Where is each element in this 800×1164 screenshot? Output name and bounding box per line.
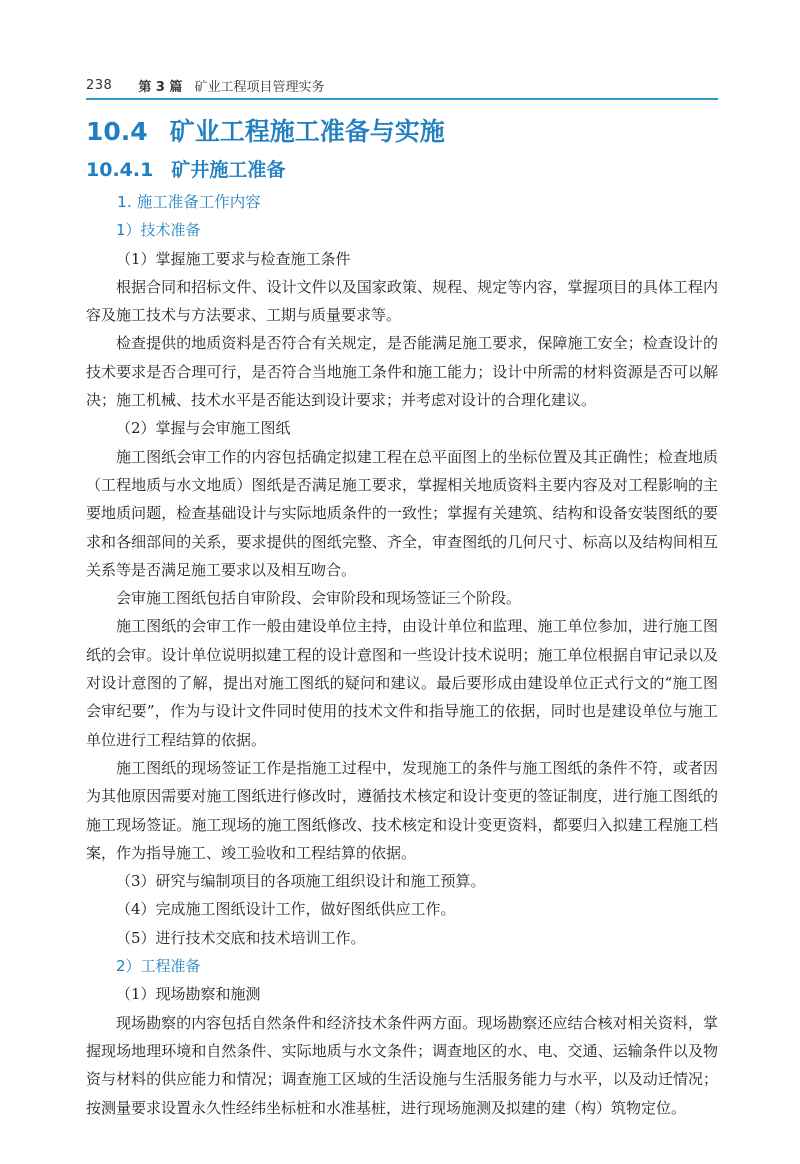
header-rule [86,98,718,100]
paragraph: 检查提供的地质资料是否符合有关规定，是否能满足施工要求，保障施工安全；检查设计的技术要求是否合理可行，是否符合当地施工条件和施工能力；设计中所需的材料资源是否可以解决；施工机械、技术水平是否能达到设计要求；并考虑对设计的合理化建议。 [86,334,718,410]
paragraph: 施工图纸的现场签证工作是指施工过程中，发现施工的条件与施工图纸的条件不符，或者因为其他原因需要对施工图纸进行修改时，遵循技术核定和设计变更的签证制度，进行施工图纸的施工现场签证。施工现场的施工图纸修改、技术核定和设计变更资料，都要归入拟建工程施工档案，作为指导施工、竣工验收和工程结算的依据。 [86,758,718,862]
subsection-heading [86,155,285,182]
list-item: （1）掌握施工要求与检查施工条件 [116,249,351,268]
list-item: （2）掌握与会审施工图纸 [116,419,291,438]
subsection-number: 10.4.1 [86,159,154,181]
paragraph: 会审施工图纸包括自审阶段、会审阶段和现场签证三个阶段。 [116,589,522,608]
paragraph: 施工图纸会审工作的内容包括确定拟建工程在总平面图上的坐标位置及其正确性；检查地质（工程地质与水文地质）图纸是否满足施工要求，掌握相关地质资料主要内容及对工程影响的主要地质问题，检查基础设计与实际地质条件的一致性；掌握有关建筑、结构和设备安装图纸的要求和各细部间的关系，要求提供的图纸完整、齐全，审查图纸的几何尺寸、标高以及结构间相互关系等是否满足施工要求以及相互吻合。 [86,447,718,579]
section-title: 矿业工程施工准备与实施 [169,117,445,146]
part-label: 第 3 篇 [138,79,183,95]
heading-level-4: 1）技术准备 [116,221,201,240]
paragraph: 根据合同和招标文件、设计文件以及国家政策、规程、规定等内容，掌握项目的具体工程内容及施工技术与方法要求、工期与质量要求等。 [86,277,718,325]
page-number: 238 [86,77,113,93]
list-item: （4）完成施工图纸设计工作，做好图纸供应工作。 [116,900,456,919]
subsection-title: 矿井施工准备 [171,159,286,181]
part-title: 矿业工程项目管理实务 [194,79,325,95]
running-header [86,74,718,96]
section-number: 10.4 [86,117,148,146]
heading-level-3: 1. 施工准备工作内容 [117,193,261,211]
list-item: （5）进行技术交底和技术培训工作。 [116,928,366,947]
paragraph: 现场勘察的内容包括自然条件和经济技术条件两方面。现场勘察还应结合核对相关资料，掌握现场地理环境和自然条件、实际地质与水文条件；调查地区的水、电、交通、运输条件以及物资与材料的供应能力和情况；调查施工区域的生活设施与生活服务能力与水平，以及动迁情况；按测量要求设置永久性经纬坐标桩和水准基桩，进行现场施测及拟建的建（构）筑物定位。 [86,1013,718,1117]
section-heading [86,112,445,148]
body-text [86,188,718,1122]
heading-level-4: 2）工程准备 [116,957,201,976]
paragraph: 施工图纸的会审工作一般由建设单位主持，由设计单位和监理、施工单位参加，进行施工图纸的会审。设计单位说明拟建工程的设计意图和一些设计技术说明；施工单位根据自审记录以及对设计意图的了解，提出对施工图纸的疑问和建议。最后要形成由建设单位正式行文的“施工图会审纪要”，作为与设计文件同时使用的技术文件和指导施工的依据，同时也是建设单位与施工单位进行工程结算的依据。 [86,617,718,749]
list-item: （3）研究与编制项目的各项施工组织设计和施工预算。 [116,872,486,891]
list-item: （1）现场勘察和施测 [116,985,261,1004]
